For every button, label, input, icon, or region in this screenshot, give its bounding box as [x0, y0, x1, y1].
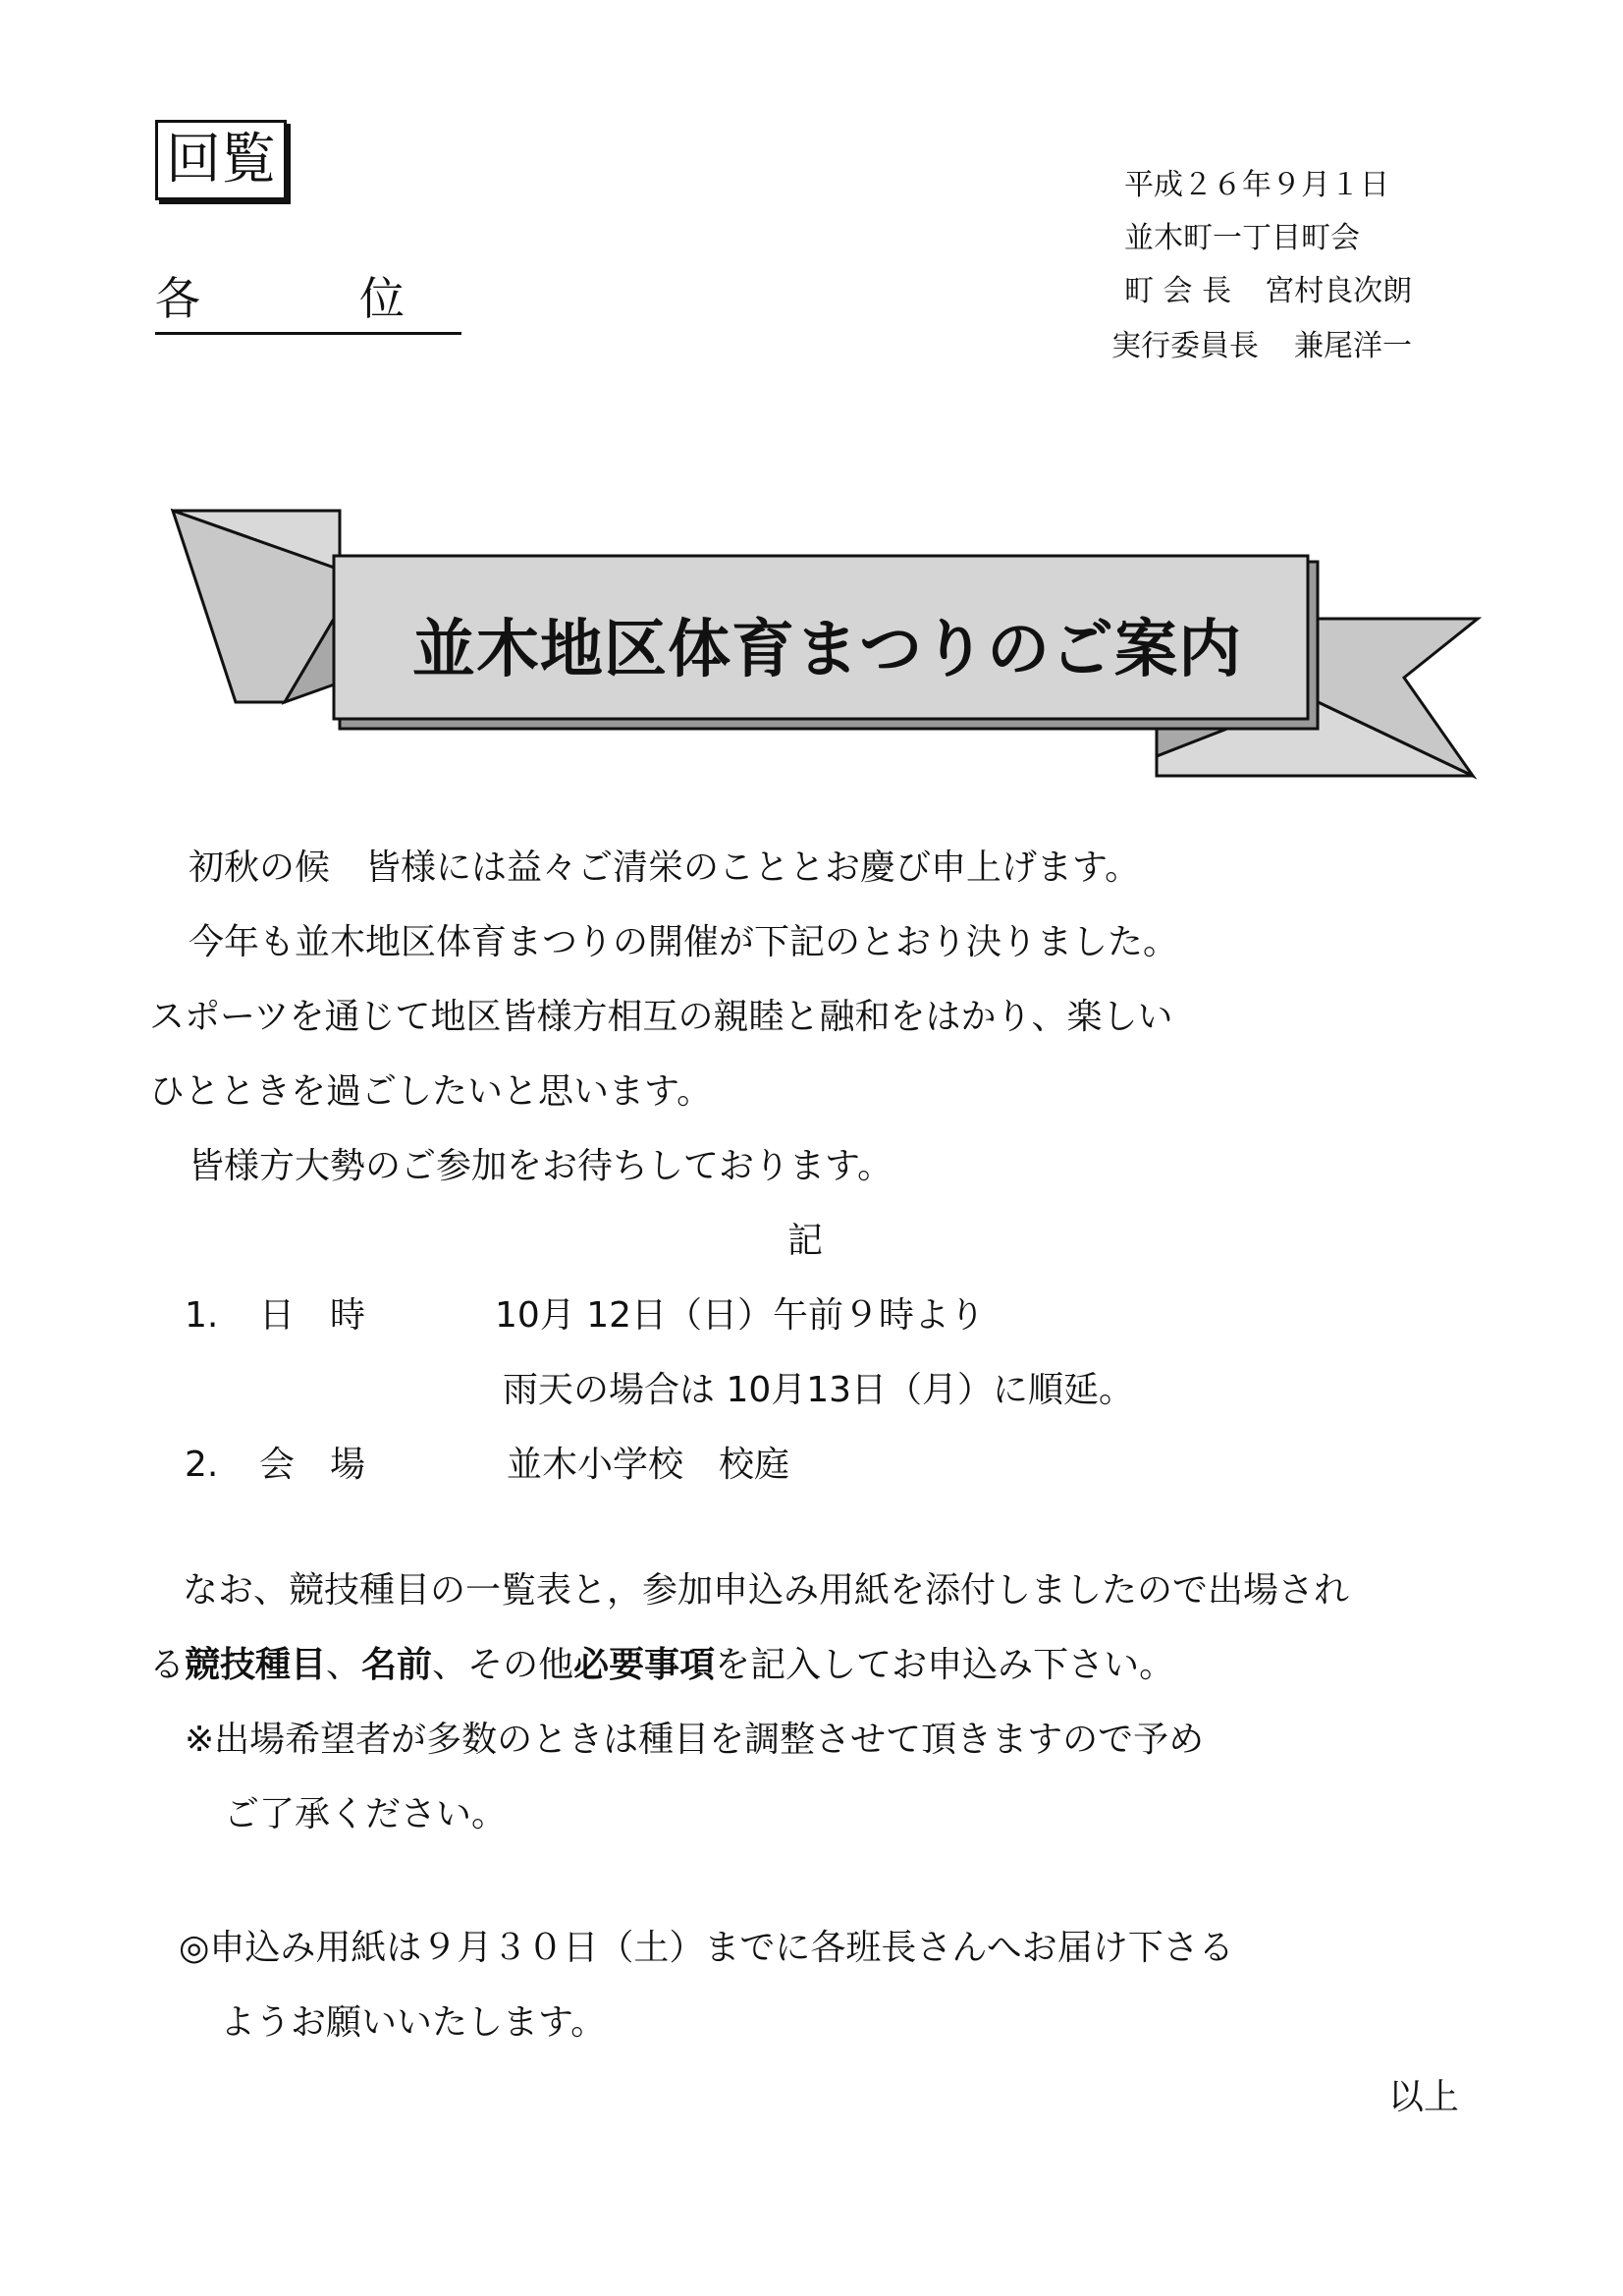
- notice-emphasis-name: 名前: [361, 1645, 433, 1685]
- notice-emphasis-required: 必要事項: [573, 1645, 716, 1685]
- committee-line: [1111, 320, 1412, 373]
- committee-name: 兼尾洋一: [1294, 329, 1412, 363]
- detail-2-venue: 並木小学校 校庭: [507, 1445, 790, 1485]
- notice-note-1: ※出場希望者が多数のときは種目を調整させて頂きますので予め: [185, 1720, 1205, 1760]
- detail-2-number: 2.: [185, 1445, 219, 1485]
- closing-mark: 以上: [1388, 2077, 1460, 2117]
- ki-mark: 記: [787, 1221, 824, 1261]
- notice-emphasis-event: 競技種目: [185, 1645, 327, 1685]
- intro-line-4: ひとときを過ごしたいと思います。: [149, 1071, 713, 1112]
- deadline-line-1: ◎申込み用紙は９月３０日（土）までに各班長さんへお届け下さる: [179, 1928, 1234, 1968]
- addressee: 各 位: [155, 263, 461, 335]
- detail-2-label: 会 場: [259, 1445, 366, 1485]
- association-name: 並木町一丁目町会: [1124, 221, 1360, 255]
- chair-name: 宮村良次朗: [1265, 274, 1413, 308]
- notice-note-2: ご了承ください。: [224, 1794, 508, 1834]
- chair-line: [1124, 265, 1412, 318]
- detail-1-number: 1.: [185, 1295, 219, 1336]
- detail-1-label: 日 時: [259, 1295, 366, 1336]
- detail-1-datetime: 10月 12日（日）午前９時より: [495, 1295, 986, 1336]
- notice-line-2-c: 、: [326, 1645, 362, 1685]
- notice-line-2-a: る: [149, 1645, 186, 1685]
- notice-line-2: [149, 1628, 1174, 1703]
- issue-date: 平成２６年９月１日: [1124, 168, 1389, 202]
- intro-line-2: 今年も並木地区体育まつりの開催が下記のとおり決りました。: [189, 922, 1179, 962]
- notice-line-2-e: を記入してお申込み下さい。: [715, 1645, 1175, 1685]
- letter-body: [149, 831, 1504, 2117]
- event-title: 並木地区体育まつりのご案内: [412, 614, 1242, 686]
- circulation-stamp: 回覧: [155, 120, 287, 200]
- sender-block: [1124, 159, 1412, 318]
- notice-line-2-d: 、その他: [432, 1645, 574, 1685]
- intro-line-5: 皆様方大勢のご参加をお待ちしております。: [189, 1146, 893, 1186]
- intro-line-1: 初秋の候 皆様には益々ご清栄のこととお慶び申上げます。: [189, 847, 1141, 888]
- deadline-line-2: ようお願いいたします。: [220, 2002, 607, 2043]
- intro-line-3: スポーツを通じて地区皆様方相互の親睦と融和をはかり、楽しい: [149, 997, 1173, 1037]
- chair-role: 町 会 長: [1124, 274, 1232, 308]
- detail-1-rain-note: 雨天の場合は 10月13日（月）に順延。: [503, 1370, 1135, 1410]
- notice-line-1: なお、競技種目の一覧表と，参加申込み用紙を添付しましたので出場され: [183, 1570, 1350, 1611]
- committee-role: 実行委員長: [1111, 329, 1259, 363]
